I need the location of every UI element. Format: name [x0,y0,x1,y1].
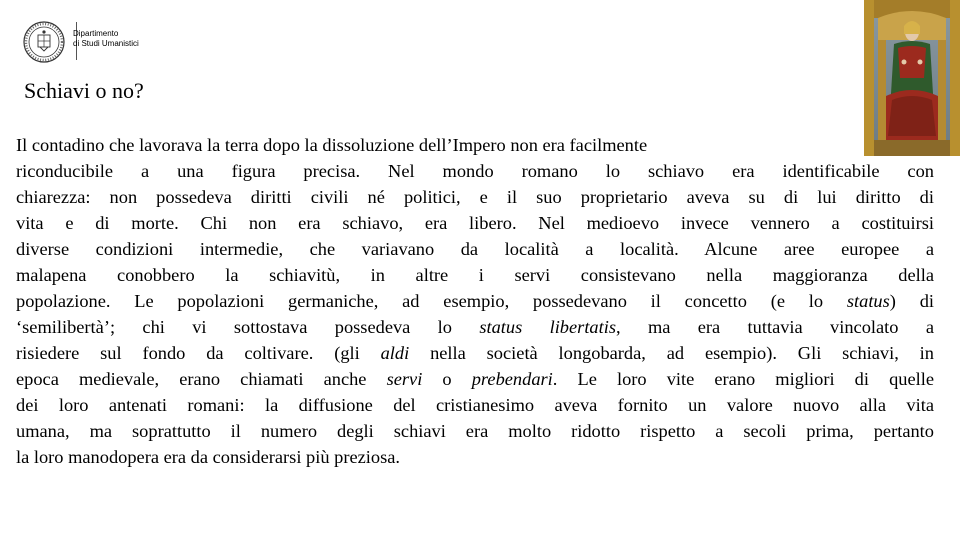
slide-title: Schiavi o no? [24,78,144,103]
body-line: chiarezza: non possedeva diritti civili né politici, e il suo proprietario aveva su di lui diritto di [16,187,934,207]
body-line: malapena conobbero la schiavitù, in altre i servi consistevano nella maggioranza della [16,265,934,285]
body-line: Il contadino che lavorava la terra dopo la dissoluzione dell’Impero non era facilmente [16,135,648,155]
slide-body [16,132,934,470]
body-line: ‘semilibertà’; chi vi sottostava possedeva lo status libertatis, ma era tuttavia vincolato a [16,317,934,337]
body-line: risiedere sul fondo da coltivare. (gli aldi nella società longobarda, ad esempio). Gli schiavi, in [16,343,934,363]
italic-term: prebendari [471,369,553,389]
italic-term: status libertatis [479,317,617,337]
italic-term: servi [386,369,423,389]
department-line1: Dipartimento [73,29,119,38]
university-seal-icon [22,20,66,64]
body-line: popolazione. Le popolazioni germaniche, ad esempio, possedevano il concetto (e lo status) di [16,291,934,311]
body-line: diverse condizioni intermedie, che variavano da località a località. Alcune aree europee a [16,239,934,259]
body-line: la loro manodopera era da considerarsi più preziosa. [16,447,401,467]
italic-term: aldi [380,343,410,363]
body-line: vita e di morte. Chi non era schiavo, era libero. Nel medioevo invece vennero a costituirsi [16,213,934,233]
department-line2: di Studi Umanistici [73,39,139,48]
body-line: dei loro antenati romani: la diffusione del cristianesimo aveva fornito un valore nuovo alla vita [16,395,934,415]
body-line: epoca medievale, erano chiamati anche servi o prebendari. Le loro vite erano migliori di quelle [16,369,935,389]
body-line: riconducibile a una figura precisa. Nel mondo romano lo schiavo era identificabile con [16,161,934,181]
body-line: umana, ma soprattutto il numero degli schiavi era molto ridotto rispetto a secoli prima, pertanto [16,421,934,441]
italic-term: status [846,291,890,311]
department-logo [22,20,162,64]
department-name [73,29,139,49]
